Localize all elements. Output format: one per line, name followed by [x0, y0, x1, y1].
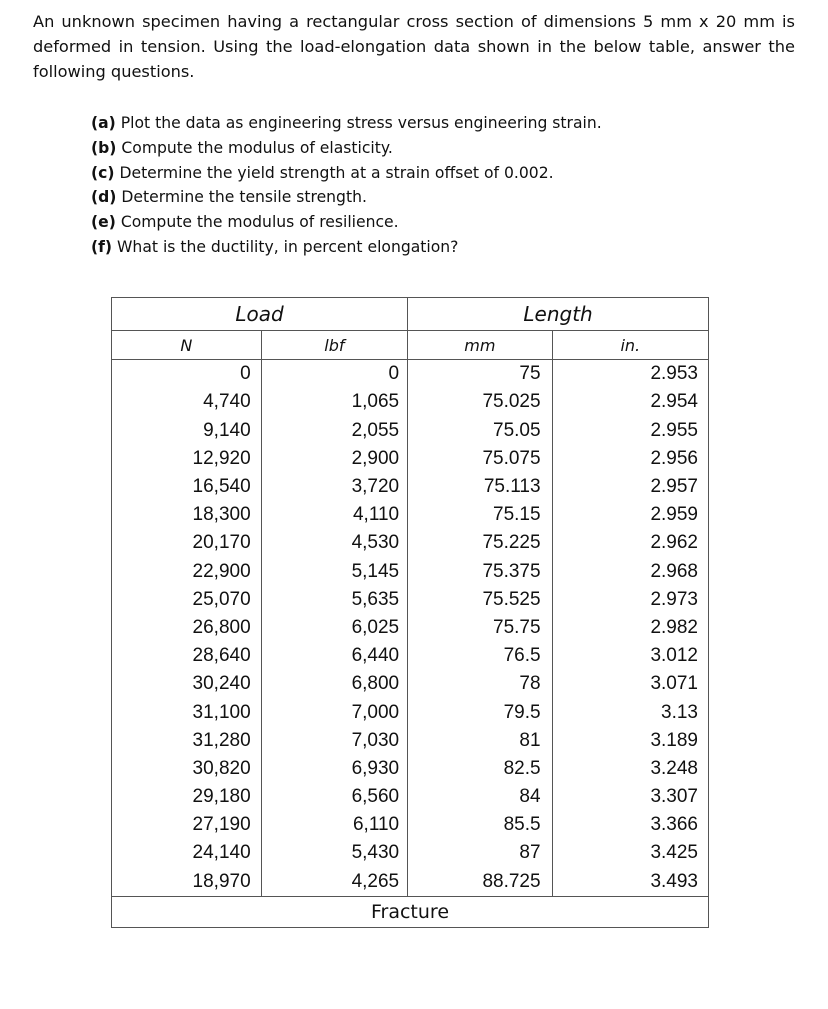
load-n-cell: 12,920 — [112, 445, 262, 473]
load-lbf-cell: 5,145 — [261, 558, 407, 586]
length-in-cell: 3.307 — [552, 783, 708, 811]
load-lbf-cell: 4,110 — [261, 501, 407, 529]
load-n-cell: 25,070 — [112, 586, 262, 614]
load-lbf-cell: 0 — [261, 360, 407, 389]
load-n-cell: 27,190 — [112, 811, 262, 839]
length-mm-cell: 79.5 — [408, 698, 552, 726]
length-in-cell: 3.493 — [552, 868, 708, 897]
load-group-header: Load — [112, 298, 408, 331]
load-lbf-cell: 7,030 — [261, 727, 407, 755]
length-mm-cell: 75.113 — [408, 473, 552, 501]
load-lbf-cell: 5,430 — [261, 839, 407, 867]
load-n-cell: 31,100 — [112, 698, 262, 726]
length-in-cell: 2.956 — [552, 445, 708, 473]
length-in-cell: 3.13 — [552, 698, 708, 726]
problem-statement: An unknown specimen having a rectangular cross section of dimensions 5 mm x 20 mm is deformed in tension. Using the load-elongation data shown in the below table, answer the following questions. — [33, 12, 795, 81]
length-in-cell: 2.957 — [552, 473, 708, 501]
load-n-cell: 4,740 — [112, 388, 262, 416]
table-row — [112, 417, 709, 445]
load-lbf-cell: 6,800 — [261, 670, 407, 698]
load-lbf-cell: 3,720 — [261, 473, 407, 501]
length-mm-cell: 76.5 — [408, 642, 552, 670]
load-n-cell: 18,300 — [112, 501, 262, 529]
length-in-cell: 3.425 — [552, 839, 708, 867]
length-in-cell: 2.955 — [552, 417, 708, 445]
length-in-cell: 2.959 — [552, 501, 708, 529]
load-elongation-table — [111, 297, 709, 928]
length-in-cell: 2.953 — [552, 360, 708, 389]
load-lbf-cell: 1,065 — [261, 388, 407, 416]
load-lbf-cell: 6,930 — [261, 755, 407, 783]
table-row — [112, 839, 709, 867]
table-row — [112, 473, 709, 501]
load-lbf-cell: 2,055 — [261, 417, 407, 445]
length-mm-cell: 75.75 — [408, 614, 552, 642]
table-row — [112, 755, 709, 783]
unit-header-n: N — [112, 331, 262, 360]
length-mm-cell: 75.15 — [408, 501, 552, 529]
length-mm-cell: 75 — [408, 360, 552, 389]
load-lbf-cell: 4,265 — [261, 868, 407, 897]
length-in-cell: 2.982 — [552, 614, 708, 642]
load-n-cell: 20,170 — [112, 529, 262, 557]
question-d: (d) Determine the tensile strength. — [91, 188, 367, 207]
length-mm-cell: 82.5 — [408, 755, 552, 783]
fracture-label: Fracture — [112, 896, 709, 927]
length-mm-cell: 75.225 — [408, 529, 552, 557]
table-row — [112, 783, 709, 811]
table-row — [112, 360, 709, 389]
table-row — [112, 698, 709, 726]
question-list — [91, 111, 602, 260]
load-n-cell: 31,280 — [112, 727, 262, 755]
load-n-cell: 26,800 — [112, 614, 262, 642]
load-n-cell: 0 — [112, 360, 262, 389]
table-row — [112, 529, 709, 557]
table-row — [112, 445, 709, 473]
table-row — [112, 614, 709, 642]
load-n-cell: 18,970 — [112, 868, 262, 897]
length-mm-cell: 75.525 — [408, 586, 552, 614]
unit-header-lbf: lbf — [261, 331, 407, 360]
load-n-cell: 28,640 — [112, 642, 262, 670]
length-in-cell: 2.973 — [552, 586, 708, 614]
load-n-cell: 9,140 — [112, 417, 262, 445]
load-lbf-cell: 6,440 — [261, 642, 407, 670]
load-lbf-cell: 2,900 — [261, 445, 407, 473]
length-in-cell: 3.071 — [552, 670, 708, 698]
length-mm-cell: 85.5 — [408, 811, 552, 839]
length-mm-cell: 87 — [408, 839, 552, 867]
load-n-cell: 22,900 — [112, 558, 262, 586]
length-in-cell: 3.248 — [552, 755, 708, 783]
unit-header-mm: mm — [408, 331, 552, 360]
length-mm-cell: 75.05 — [408, 417, 552, 445]
length-mm-cell: 78 — [408, 670, 552, 698]
load-n-cell: 29,180 — [112, 783, 262, 811]
length-mm-cell: 84 — [408, 783, 552, 811]
table-row — [112, 558, 709, 586]
length-in-cell: 2.954 — [552, 388, 708, 416]
length-in-cell: 3.366 — [552, 811, 708, 839]
length-mm-cell: 75.025 — [408, 388, 552, 416]
load-lbf-cell: 6,025 — [261, 614, 407, 642]
load-n-cell: 30,240 — [112, 670, 262, 698]
load-lbf-cell: 4,530 — [261, 529, 407, 557]
length-in-cell: 2.968 — [552, 558, 708, 586]
load-lbf-cell: 5,635 — [261, 586, 407, 614]
table-row — [112, 501, 709, 529]
length-mm-cell: 88.725 — [408, 868, 552, 897]
length-mm-cell: 81 — [408, 727, 552, 755]
table-row — [112, 727, 709, 755]
table-row — [112, 642, 709, 670]
table-row — [112, 670, 709, 698]
table-row — [112, 586, 709, 614]
question-f: (f) What is the ductility, in percent elongation? — [91, 237, 459, 256]
length-in-cell: 2.962 — [552, 529, 708, 557]
load-n-cell: 24,140 — [112, 839, 262, 867]
length-in-cell: 3.012 — [552, 642, 708, 670]
length-group-header: Length — [408, 298, 709, 331]
load-lbf-cell: 6,110 — [261, 811, 407, 839]
load-lbf-cell: 7,000 — [261, 698, 407, 726]
load-lbf-cell: 6,560 — [261, 783, 407, 811]
unit-header-in: in. — [552, 331, 708, 360]
table-row — [112, 388, 709, 416]
question-b: (b) Compute the modulus of elasticity. — [91, 138, 393, 157]
table-row — [112, 868, 709, 897]
load-n-cell: 30,820 — [112, 755, 262, 783]
length-mm-cell: 75.075 — [408, 445, 552, 473]
question-e: (e) Compute the modulus of resilience. — [91, 213, 399, 232]
load-n-cell: 16,540 — [112, 473, 262, 501]
table-row — [112, 811, 709, 839]
length-in-cell: 3.189 — [552, 727, 708, 755]
question-c: (c) Determine the yield strength at a strain offset of 0.002. — [91, 163, 554, 182]
question-a: (a) Plot the data as engineering stress versus engineering strain. — [91, 114, 602, 132]
length-mm-cell: 75.375 — [408, 558, 552, 586]
